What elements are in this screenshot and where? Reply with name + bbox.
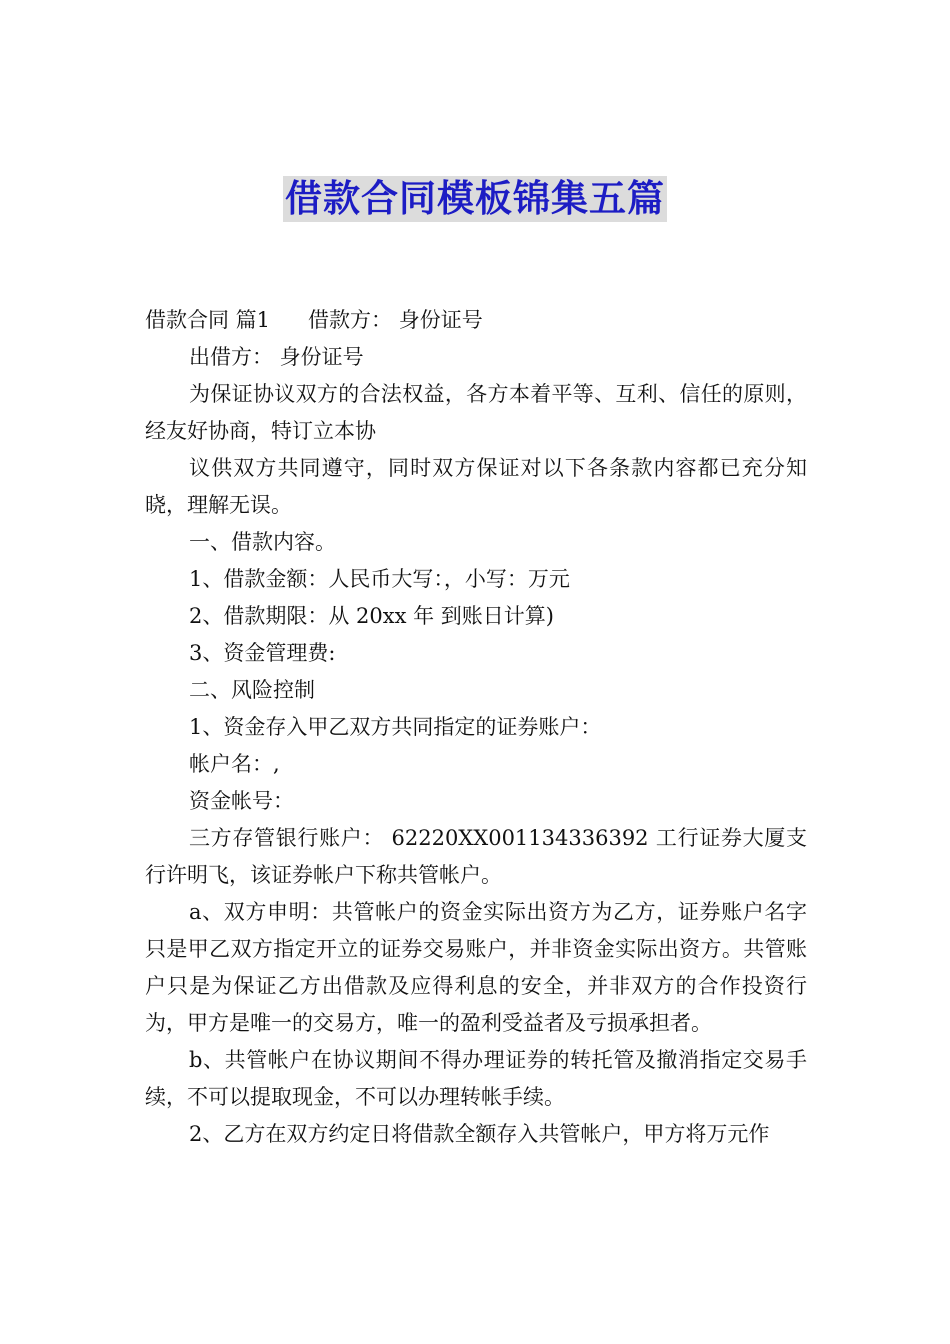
borrower-line: 借款方： 身份证号 — [308, 308, 483, 332]
clause-term: 2、借款期限：从 20xx 年 到账日计算) — [189, 604, 554, 628]
paragraph-header-line — [145, 302, 807, 339]
clause-declaration: a、双方申明：共管帐户的资金实际出资方为乙方，证券账户名字只是甲乙双方指定开立的证券交易账户，并非资金实际出资方。共管账户只是为保证乙方出借款及应得利息的安全，并非双方的合作投资行为，甲方是唯一的交易方，唯一的盈利受益者及亏损承担者。 — [145, 900, 807, 1035]
clause-deposit: 2、乙方在双方约定日将借款全额存入共管帐户，甲方将万元作 — [189, 1122, 770, 1146]
bank-account-paragraph: 三方存管银行账户： 62220XX001134336392 工行证券大厦支行许明飞，该证券帐户下称共管帐户。 — [145, 826, 807, 887]
document-title: 借款合同模板锦集五篇 — [285, 177, 665, 220]
paragraph-preamble-2: 议供双方共同遵守，同时双方保证对以下各条款内容都已充分知晓，理解无误。 — [145, 456, 807, 517]
clause-amount: 1、借款金额：人民币大写：，小写：万元 — [189, 567, 570, 591]
lender-line: 出借方： 身份证号 — [189, 345, 364, 369]
clause-account: 1、资金存入甲乙双方共同指定的证券账户： — [189, 715, 602, 739]
account-name-line: 帐户名：, — [189, 752, 280, 776]
section-one-heading: 一、借款内容。 — [189, 530, 336, 554]
section-heading: 借款合同 篇1 — [145, 308, 271, 332]
paragraph-preamble-1: 为保证协议双方的合法权益，各方本着平等、互利、信任的原则，经友好协商，特订立本协 — [145, 382, 807, 443]
clause-restrictions: b、共管帐户在协议期间不得办理证券的转托管及撤消指定交易手续，不可以提取现金，不可以办理转帐手续。 — [145, 1048, 807, 1109]
title-container — [0, 176, 950, 222]
section-two-heading: 二、风险控制 — [189, 678, 315, 702]
document-body — [145, 302, 807, 1153]
clause-fee: 3、资金管理费: — [189, 641, 336, 665]
fund-account-line: 资金帐号： — [189, 789, 294, 813]
